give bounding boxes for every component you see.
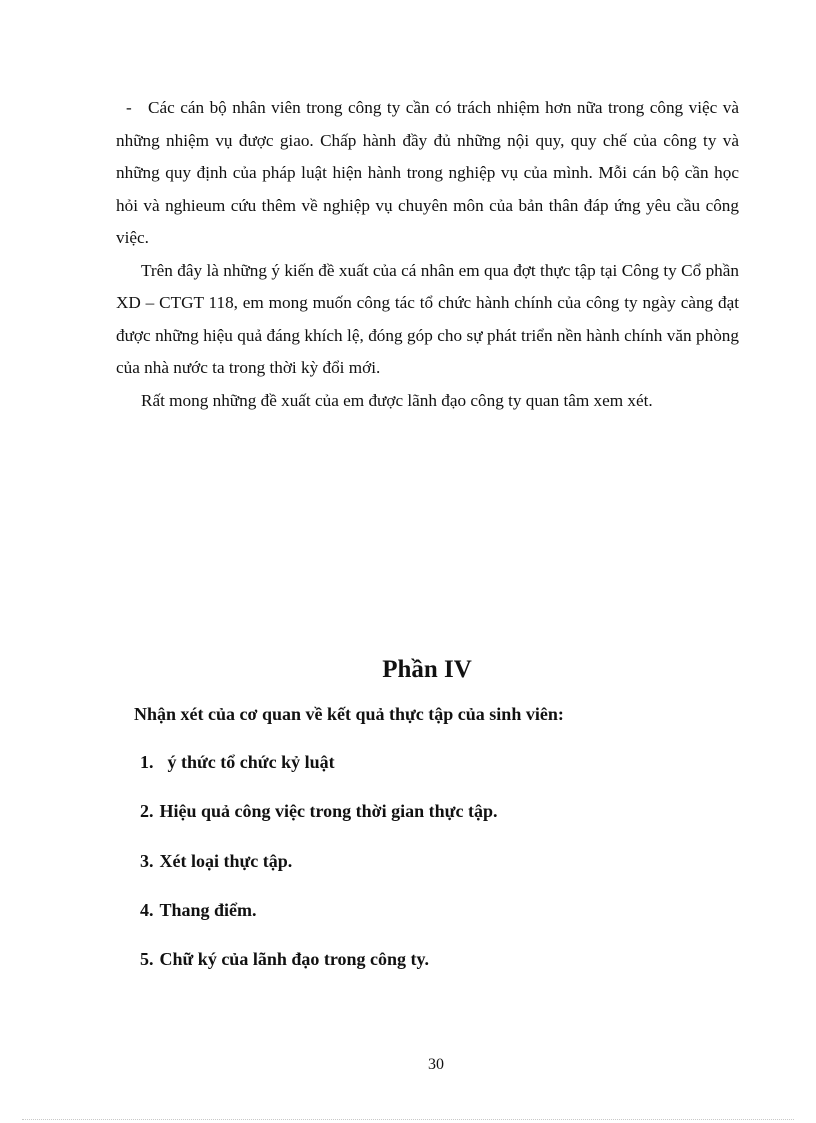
page-bottom-divider xyxy=(22,1119,794,1120)
list-item xyxy=(140,896,497,945)
list-number: 5. xyxy=(140,949,154,970)
paragraph-bullet xyxy=(116,92,739,255)
list-number: 4. xyxy=(140,899,154,920)
list-number: 3. xyxy=(140,850,154,871)
body-text xyxy=(116,92,739,417)
list-text: Hiệu quả công việc trong thời gian thực tập. xyxy=(159,801,498,822)
list-number: 1. xyxy=(140,752,154,772)
bullet-dash: - xyxy=(126,98,132,117)
list-item xyxy=(140,945,497,994)
list-item xyxy=(140,797,497,846)
list-text: ý thức tổ chức kỷ luật xyxy=(167,752,335,772)
page-number: 30 xyxy=(428,1056,444,1073)
section-title: Phần IV xyxy=(382,656,472,683)
paragraph-text: Các cán bộ nhân viên trong công ty cần có trách nhiệm hơn nữa trong công việc và những nhiệm vụ được giao. Chấp hành đầy đủ những nội quy, quy chế của công ty và những quy định của pháp luật hiện hành trong nghiệp vụ của mình. Mỗi cán bộ cần học hỏi và nghieum cứu thêm về nghiệp vụ chuyên môn của bản thân đáp ứng yêu cầu công việc. xyxy=(116,98,739,247)
paragraph-closing: Rất mong những đề xuất của em được lãnh đạo công ty quan tâm xem xét. xyxy=(141,390,653,410)
evaluation-list xyxy=(140,748,497,994)
list-number: 2. xyxy=(140,801,154,822)
list-text: Xét loại thực tập. xyxy=(159,850,293,871)
section-subheading: Nhận xét của cơ quan về kết quả thực tập của sinh viên: xyxy=(134,704,564,724)
list-item xyxy=(140,748,497,797)
list-text: Thang điểm. xyxy=(159,899,257,920)
paragraph-proposal: Trên đây là những ý kiến đề xuất của cá nhân em qua đợt thực tập tại Công ty Cổ phần XD – CTGT 118, em mong muốn công tác tổ chức hành chính của công ty ngày càng đạt được những hiệu quả đáng khích lệ, đóng góp cho sự phát triển nền hành chính văn phòng của nhà nước ta trong thời kỳ đổi mới. xyxy=(116,260,739,377)
list-text: Chữ ký của lãnh đạo trong công ty. xyxy=(159,949,430,970)
list-item xyxy=(140,847,497,896)
